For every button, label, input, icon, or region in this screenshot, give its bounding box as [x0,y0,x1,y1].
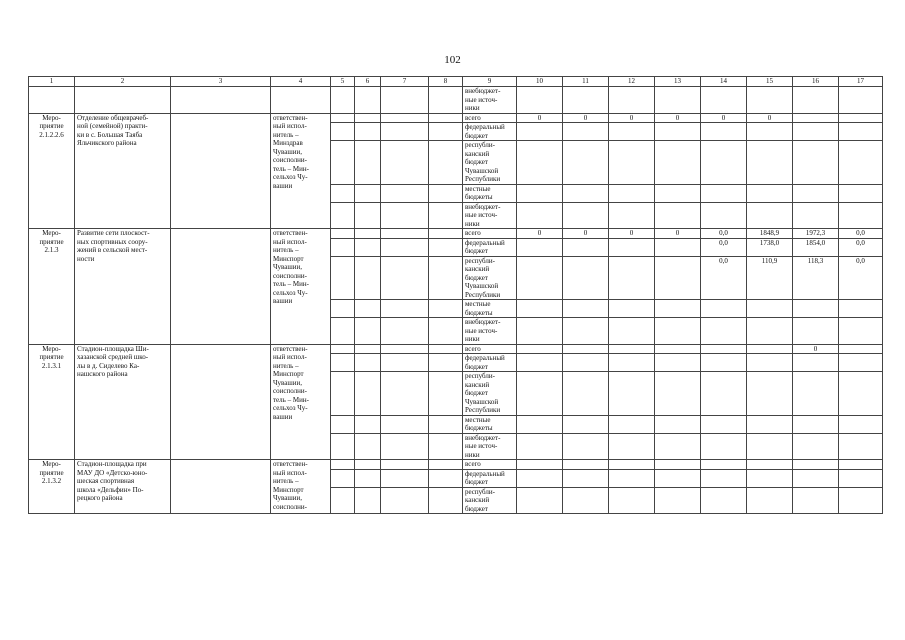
empty-cell [331,256,355,300]
source-cell: местные бюджеты [463,415,517,433]
value-cell: 0,0 [839,238,883,256]
value-cell: 0 [793,344,839,354]
value-cell [793,184,839,202]
empty-cell [381,433,429,460]
empty-cell [429,141,463,185]
empty-cell [429,460,463,470]
empty-cell [171,113,271,229]
value-cell: 0 [517,229,563,239]
value-cell [655,141,701,185]
column-header-7: 7 [381,77,429,87]
value-cell [793,141,839,185]
empty-cell [355,202,381,229]
source-cell: республи- канский бюджет Чувашской Республики [463,372,517,416]
value-cell [701,433,747,460]
empty-cell [355,354,381,372]
empty-cell [171,87,271,114]
value-cell [793,300,839,318]
value-cell [839,469,883,487]
value-cell: 1972,3 [793,229,839,239]
column-header-5: 5 [331,77,355,87]
value-cell: 0 [747,113,793,123]
measure-id: Меро- приятие 2.1.3.1 [29,344,75,460]
empty-cell [429,415,463,433]
value-cell [609,87,655,114]
empty-cell [429,372,463,416]
value-cell [609,202,655,229]
column-header-10: 10 [517,77,563,87]
empty-cell [381,460,429,470]
source-cell: федеральный бюджет [463,123,517,141]
value-cell [517,123,563,141]
empty-cell [429,469,463,487]
value-cell [655,344,701,354]
table-row [29,460,883,470]
value-cell: 0 [701,113,747,123]
page-number: 102 [444,54,461,66]
value-cell [655,415,701,433]
value-cell [793,460,839,470]
value-cell [609,433,655,460]
value-cell [609,487,655,514]
source-cell: всего [463,229,517,239]
value-cell [747,372,793,416]
source-cell: федеральный бюджет [463,354,517,372]
empty-cell [429,318,463,345]
value-cell [793,123,839,141]
value-cell [655,354,701,372]
empty-cell [381,344,429,354]
value-cell [747,318,793,345]
measure-id: Меро- приятие 2.1.3.2 [29,460,75,514]
source-cell: всего [463,113,517,123]
value-cell [563,460,609,470]
budget-table [28,76,883,514]
value-cell [517,87,563,114]
value-cell [563,87,609,114]
empty-cell [331,238,355,256]
empty-cell [381,256,429,300]
empty-cell [381,238,429,256]
value-cell [517,354,563,372]
empty-cell [75,87,171,114]
empty-cell [29,87,75,114]
empty-cell [331,433,355,460]
value-cell [747,87,793,114]
value-cell [655,123,701,141]
empty-cell [355,238,381,256]
table-row [29,87,883,114]
value-cell [517,256,563,300]
empty-cell [355,487,381,514]
column-header-6: 6 [355,77,381,87]
empty-cell [355,372,381,416]
table-row [29,229,883,239]
value-cell [609,256,655,300]
empty-cell [331,469,355,487]
value-cell [517,318,563,345]
value-cell [517,460,563,470]
value-cell [655,87,701,114]
value-cell [563,256,609,300]
source-cell: внебюджет- ные источ- ники [463,202,517,229]
source-cell: внебюджет- ные источ- ники [463,87,517,114]
value-cell [839,123,883,141]
empty-cell [429,487,463,514]
empty-cell [331,141,355,185]
value-cell [517,141,563,185]
empty-cell [331,318,355,345]
value-cell [563,300,609,318]
value-cell [701,141,747,185]
value-cell [839,141,883,185]
value-cell [839,433,883,460]
column-header-4: 4 [271,77,331,87]
value-cell [839,344,883,354]
source-cell: внебюджет- ные источ- ники [463,433,517,460]
value-cell [793,415,839,433]
empty-cell [381,487,429,514]
empty-cell [355,123,381,141]
value-cell [609,460,655,470]
value-cell [839,87,883,114]
value-cell [655,433,701,460]
value-cell [655,300,701,318]
value-cell [701,318,747,345]
executor-cell: ответствен- ный испол- нитель – Минспорт Чувашии, соисполни- тель – Мин- сельхоз Чу- вашии [271,344,331,460]
value-cell [655,318,701,345]
value-cell [517,433,563,460]
value-cell: 0 [609,229,655,239]
value-cell [701,415,747,433]
empty-cell [381,300,429,318]
value-cell [517,487,563,514]
value-cell [839,487,883,514]
column-header-17: 17 [839,77,883,87]
value-cell [609,141,655,185]
value-cell [655,469,701,487]
empty-cell [331,354,355,372]
source-cell: местные бюджеты [463,300,517,318]
executor-cell: ответствен- ный испол- нитель – Минспорт Чувашии, соисполни- тель – Мин- сельхоз Чу- вашии [271,229,331,345]
source-cell: всего [463,460,517,470]
value-cell [655,487,701,514]
empty-cell [381,372,429,416]
value-cell: 0,0 [701,256,747,300]
value-cell [701,469,747,487]
empty-cell [355,318,381,345]
value-cell [517,184,563,202]
value-cell [563,238,609,256]
value-cell [701,202,747,229]
empty-cell [429,87,463,114]
column-header-8: 8 [429,77,463,87]
value-cell [701,123,747,141]
empty-cell [355,256,381,300]
value-cell [609,415,655,433]
empty-cell [355,87,381,114]
empty-cell [331,300,355,318]
value-cell: 1738,0 [747,238,793,256]
empty-cell [331,202,355,229]
value-cell [563,415,609,433]
value-cell [563,202,609,229]
empty-cell [429,238,463,256]
value-cell [563,123,609,141]
executor-cell: ответствен- ный испол- нитель – Минспорт Чувашии, соисполни- [271,460,331,514]
empty-cell [429,229,463,239]
value-cell [563,433,609,460]
value-cell: 0,0 [839,229,883,239]
value-cell [701,300,747,318]
empty-cell [355,460,381,470]
column-header-1: 1 [29,77,75,87]
measure-name: Стадион-площадка Ши- хазанской средней шко- лы в д. Сиделево Ка- нашского района [75,344,171,460]
value-cell [747,415,793,433]
empty-cell [331,229,355,239]
value-cell: 0,0 [701,229,747,239]
value-cell [793,469,839,487]
value-cell [747,354,793,372]
value-cell [517,300,563,318]
source-cell: республи- канский бюджет Чувашской Республики [463,256,517,300]
empty-cell [355,229,381,239]
value-cell: 0 [563,229,609,239]
source-cell: внебюджет- ные источ- ники [463,318,517,345]
value-cell [701,487,747,514]
value-cell [563,372,609,416]
empty-cell [381,123,429,141]
empty-cell [381,184,429,202]
value-cell [747,344,793,354]
measure-id: Меро- приятие 2.1.3 [29,229,75,345]
source-cell: федеральный бюджет [463,469,517,487]
table-body [29,77,883,514]
empty-cell [331,87,355,114]
empty-cell [381,469,429,487]
value-cell [793,202,839,229]
empty-cell [355,113,381,123]
value-cell [701,354,747,372]
value-cell [517,469,563,487]
empty-cell [429,202,463,229]
empty-cell [355,300,381,318]
executor-cell: ответствен- ный испол- нитель – Минздрав Чувашии, соисполни- тель – Мин- сельхоз Чу- вашии [271,113,331,229]
value-cell [609,469,655,487]
empty-cell [381,87,429,114]
value-cell [609,238,655,256]
value-cell [563,344,609,354]
measure-id: Меро- приятие 2.1.2.2.6 [29,113,75,229]
value-cell [839,300,883,318]
value-cell: 118,3 [793,256,839,300]
empty-cell [355,141,381,185]
value-cell [793,113,839,123]
value-cell [747,460,793,470]
empty-cell [171,229,271,345]
value-cell [563,184,609,202]
value-cell [563,354,609,372]
value-cell [793,354,839,372]
value-cell [839,372,883,416]
empty-cell [331,123,355,141]
empty-cell [355,184,381,202]
value-cell [747,141,793,185]
empty-cell [355,344,381,354]
empty-cell [331,113,355,123]
source-cell: всего [463,344,517,354]
value-cell [747,487,793,514]
value-cell [747,123,793,141]
value-cell [793,372,839,416]
table-row [29,113,883,123]
value-cell: 0,0 [701,238,747,256]
value-cell [793,318,839,345]
value-cell [517,415,563,433]
empty-cell [429,354,463,372]
empty-cell [381,141,429,185]
value-cell [609,123,655,141]
value-cell [563,469,609,487]
value-cell [563,318,609,345]
value-cell: 110,9 [747,256,793,300]
value-cell [839,318,883,345]
value-cell [517,238,563,256]
value-cell: 1854,0 [793,238,839,256]
value-cell [655,372,701,416]
empty-cell [331,184,355,202]
column-header-9: 9 [463,77,517,87]
column-header-15: 15 [747,77,793,87]
value-cell [609,372,655,416]
column-header-13: 13 [655,77,701,87]
empty-cell [271,87,331,114]
column-header-16: 16 [793,77,839,87]
value-cell [609,184,655,202]
empty-cell [171,460,271,514]
source-cell: федеральный бюджет [463,238,517,256]
empty-cell [355,415,381,433]
empty-cell [429,433,463,460]
value-cell: 0,0 [839,256,883,300]
value-cell [701,460,747,470]
empty-cell [331,460,355,470]
value-cell [793,487,839,514]
value-cell [655,256,701,300]
value-cell: 1848,9 [747,229,793,239]
value-cell [517,344,563,354]
measure-name: Стадион-площадка при МАУ ДО «Детско-юно- шеская спортивная школа «Дельфин» По- рецкого района [75,460,171,514]
value-cell [655,202,701,229]
measure-name: Отделение общеврачеб- ной (семейной) практи- ки в с. Большая Таяба Яльчикского района [75,113,171,229]
value-cell [609,344,655,354]
value-cell [517,202,563,229]
empty-cell [381,113,429,123]
value-cell [839,184,883,202]
empty-cell [381,318,429,345]
value-cell [839,113,883,123]
empty-cell [355,433,381,460]
value-cell [563,487,609,514]
value-cell [655,460,701,470]
value-cell: 0 [517,113,563,123]
value-cell [701,344,747,354]
value-cell [701,87,747,114]
value-cell: 0 [655,113,701,123]
value-cell [609,318,655,345]
value-cell [563,141,609,185]
empty-cell [331,344,355,354]
value-cell: 0 [609,113,655,123]
column-header-3: 3 [171,77,271,87]
column-header-2: 2 [75,77,171,87]
empty-cell [381,354,429,372]
value-cell [747,469,793,487]
value-cell [747,433,793,460]
value-cell: 0 [563,113,609,123]
value-cell [839,415,883,433]
source-cell: республи- канский бюджет [463,487,517,514]
table-row [29,344,883,354]
measure-name: Развитие сети плоскост- ных спортивных соору- жений в сельской мест- ности [75,229,171,345]
empty-cell [381,415,429,433]
value-cell [655,184,701,202]
empty-cell [429,256,463,300]
source-cell: местные бюджеты [463,184,517,202]
empty-cell [429,184,463,202]
empty-cell [331,415,355,433]
value-cell [747,202,793,229]
value-cell [609,300,655,318]
value-cell [747,184,793,202]
column-number-header [29,77,883,87]
empty-cell [355,469,381,487]
value-cell [747,300,793,318]
empty-cell [429,300,463,318]
value-cell [839,460,883,470]
value-cell [701,372,747,416]
empty-cell [429,123,463,141]
column-header-12: 12 [609,77,655,87]
value-cell [517,372,563,416]
empty-cell [381,229,429,239]
column-header-14: 14 [701,77,747,87]
value-cell [793,87,839,114]
value-cell [609,354,655,372]
value-cell [839,354,883,372]
empty-cell [171,344,271,460]
value-cell [793,433,839,460]
value-cell: 0 [655,229,701,239]
value-cell [701,184,747,202]
empty-cell [429,344,463,354]
source-cell: республи- канский бюджет Чувашской Республики [463,141,517,185]
column-header-11: 11 [563,77,609,87]
empty-cell [331,372,355,416]
value-cell [839,202,883,229]
empty-cell [429,113,463,123]
value-cell [655,238,701,256]
empty-cell [331,487,355,514]
empty-cell [381,202,429,229]
